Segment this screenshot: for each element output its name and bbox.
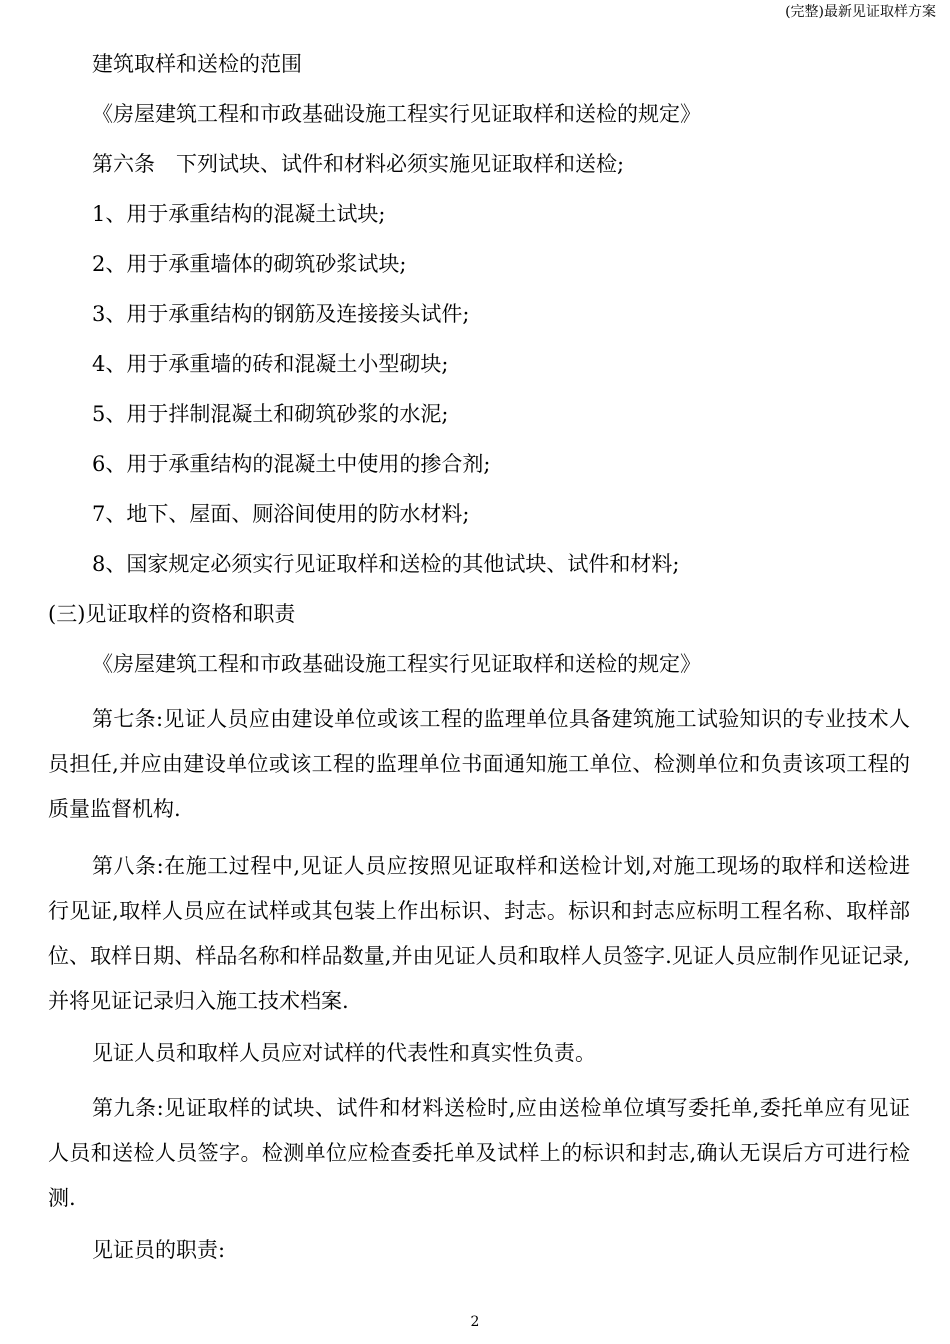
list-item-6: 6、用于承重结构的混凝土中使用的掺合剂; xyxy=(92,452,491,476)
section-heading-qualification: (三)见证取样的资格和职责 xyxy=(48,602,296,626)
list-item-2: 2、用于承重墙体的砌筑砂浆试块; xyxy=(92,252,407,276)
section-heading-sampling-scope: 建筑取样和送检的范围 xyxy=(92,52,302,76)
page-number: 2 xyxy=(470,1314,480,1330)
list-item-1: 1、用于承重结构的混凝土试块; xyxy=(92,202,386,226)
list-item-8: 8、国家规定必须实行见证取样和送检的其他试块、试件和材料; xyxy=(92,552,680,576)
document-header-title: (完整)最新见证取样方案 xyxy=(785,4,936,20)
article-seven: 第七条:见证人员应由建设单位或该工程的监理单位具备建筑施工试验知识的专业技术人员担任,并应由建设单位或该工程的监理单位书面通知施工单位、检测单位和负责该项工程的质量监督机构. xyxy=(48,707,910,821)
document-body xyxy=(48,47,910,1283)
article-six: 第六条 下列试块、试件和材料必须实施见证取样和送检; xyxy=(92,152,625,176)
regulation-title: 《房屋建筑工程和市政基础设施工程实行见证取样和送检的规定》 xyxy=(92,102,701,126)
article-eight: 第八条:在施工过程中,见证人员应按照见证取样和送检计划,对施工现场的取样和送检进行见证,取样人员应在试样或其包装上作出标识、封志。标识和封志应标明工程名称、取样部位、取样日期、样品名称和样品数量,并由见证人员和取样人员签字.见证人员应制作见证记录,并将见证记录归入施工技术档案. xyxy=(48,854,910,1013)
list-item-4: 4、用于承重墙的砖和混凝土小型砌块; xyxy=(92,352,449,376)
regulation-title-repeat: 《房屋建筑工程和市政基础设施工程实行见证取样和送检的规定》 xyxy=(92,652,701,676)
witness-duties-heading: 见证员的职责: xyxy=(92,1238,226,1262)
list-item-3: 3、用于承重结构的钢筋及连接接头试件; xyxy=(92,302,470,326)
list-item-7: 7、地下、屋面、厕浴间使用的防水材料; xyxy=(92,502,470,526)
list-item-5: 5、用于拌制混凝土和砌筑砂浆的水泥; xyxy=(92,402,449,426)
article-nine: 第九条:见证取样的试块、试件和材料送检时,应由送检单位填写委托单,委托单应有见证人员和送检人员签字。检测单位应检查委托单及试样上的标识和封志,确认无误后方可进行检测. xyxy=(48,1096,910,1210)
responsibility-statement: 见证人员和取样人员应对试样的代表性和真实性负责。 xyxy=(92,1041,596,1065)
